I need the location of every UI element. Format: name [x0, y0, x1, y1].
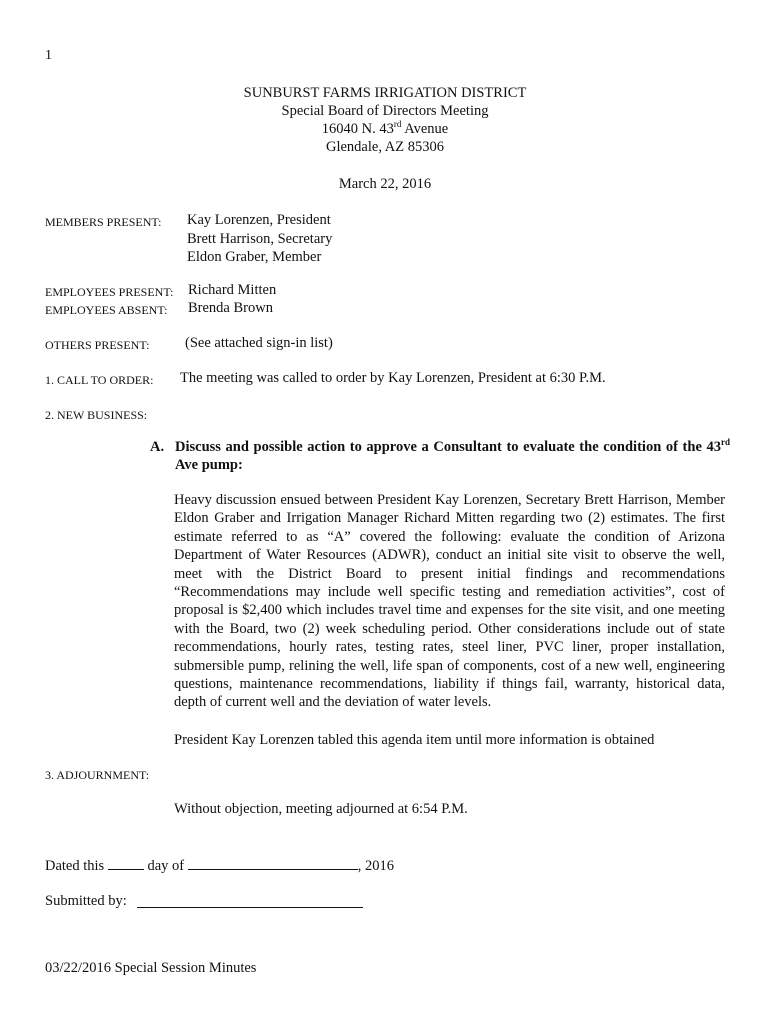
dated-line: [45, 857, 394, 875]
submitted-by-signature-line[interactable]: [137, 907, 363, 908]
meeting-type: Special Board of Directors Meeting: [281, 103, 489, 119]
dated-suffix: , 2016: [357, 858, 394, 874]
agenda-item-letter: A.: [150, 439, 165, 455]
employees-present-label: EMPLOYEES PRESENT:: [45, 285, 174, 299]
submitted-by-label: Submitted by:: [45, 893, 127, 909]
member-name: Kay Lorenzen, President: [187, 212, 331, 228]
day-blank[interactable]: [108, 857, 144, 870]
agenda-item-title-part2: Ave pump:: [175, 457, 243, 473]
meeting-date: March 22, 2016: [338, 176, 432, 192]
submitted-by-line: [45, 893, 127, 910]
others-present-value: (See attached sign-in list): [185, 335, 333, 351]
agenda-item-text: [175, 438, 730, 474]
city-state-zip: Glendale, AZ 85306: [326, 139, 444, 155]
dated-prefix: Dated this: [45, 858, 108, 874]
employees-absent-label: EMPLOYEES ABSENT:: [45, 303, 168, 317]
adjournment-label: 3. ADJOURNMENT:: [45, 768, 150, 782]
others-present-label: OTHERS PRESENT:: [45, 338, 150, 352]
call-to-order-text: The meeting was called to order by Kay Lorenzen, President at 6:30 P.M.: [180, 370, 606, 386]
agenda-item-title-sup: rd: [721, 437, 730, 448]
discussion-paragraph: Heavy discussion ensued between President Kay Lorenzen, Secretary Brett Harrison, Member Eldon Graber and Irrigation Manager Richard Mitten regarding two (2) estimates. The first estimate referred to as “A” covered the following: evaluate the condition of Arizona Department of Water Resources (ADWR), conduct an initial site visit to observe the well, meet with the District Board to present initial findings and recommendations “Recommendations may include well specific testing and remediation activities”, cost of proposal is $2,400 which includes travel time and expenses for the site visit, and one meeting with the Board, two (2) week scheduling period. Other considerations include out of state recommendations, hourly rates, testing rates, steel liner, PVC liner, proper installation, submersible pump, relining the well, life span of components, cost of a new well, engineering questions, maintenance recommendations, liability if things fail, warranty, historical data, depth of current well and the deviation of water levels.: [174, 492, 725, 711]
call-to-order-label: 1. CALL TO ORDER:: [45, 373, 154, 387]
employee-present-name: Richard Mitten: [188, 282, 277, 298]
page-number: 1: [45, 48, 52, 63]
agenda-item-a-title: [150, 438, 730, 474]
dated-middle: day of: [143, 858, 188, 874]
employee-absent-name: Brenda Brown: [188, 300, 273, 316]
members-present-label: MEMBERS PRESENT:: [45, 215, 162, 229]
agenda-item-title-part1: Discuss and possible action to approve a Consultant to evaluate the condition of the 43: [175, 439, 721, 455]
new-business-label: 2. NEW BUSINESS:: [45, 408, 148, 422]
footer-text: 03/22/2016 Special Session Minutes: [45, 960, 257, 976]
member-name: Eldon Graber, Member: [187, 249, 322, 265]
address-number: 16040 N. 43: [321, 121, 394, 137]
month-blank[interactable]: [188, 857, 358, 870]
org-name: SUNBURST FARMS IRRIGATION DISTRICT: [243, 85, 527, 101]
address-line: [0, 121, 770, 138]
address-suffix: rd: [393, 119, 402, 130]
resolution-text: President Kay Lorenzen tabled this agenda item until more information is obtained: [174, 732, 655, 748]
address-street: Avenue: [401, 121, 449, 137]
member-name: Brett Harrison, Secretary: [187, 231, 333, 247]
adjournment-text: Without objection, meeting adjourned at 6:54 P.M.: [174, 801, 468, 817]
